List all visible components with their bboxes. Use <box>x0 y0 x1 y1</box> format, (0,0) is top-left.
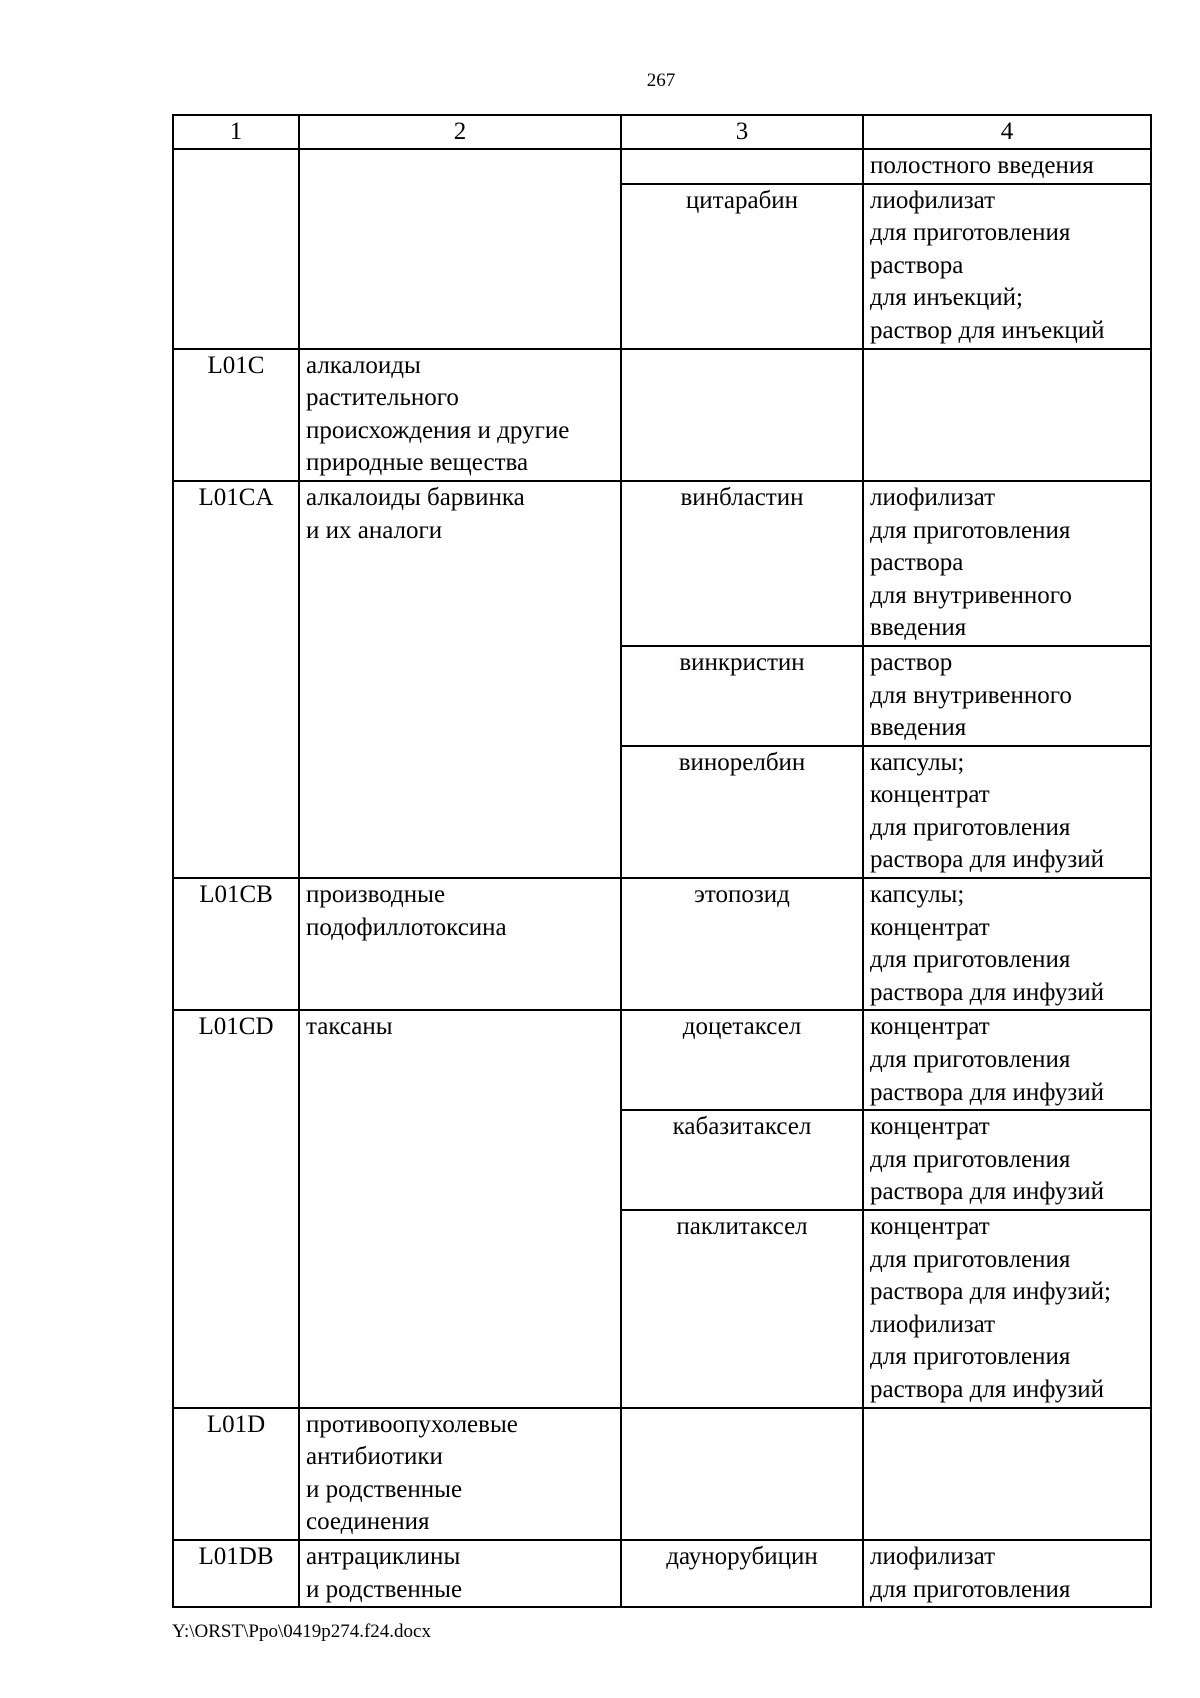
group-line: природные вещества <box>306 449 529 477</box>
form-line: раствора <box>870 251 964 279</box>
form-line: для приготовления <box>870 219 1071 247</box>
group-line: алкалоиды барвинка <box>306 483 525 511</box>
atc-code-cell: L01CA <box>173 481 299 878</box>
group-line: таксаны <box>306 1013 393 1041</box>
group-line: антибиотики <box>306 1443 443 1471</box>
group-cell <box>299 878 621 1010</box>
group-line: антрациклины <box>306 1542 461 1570</box>
form-line: полостного введения <box>870 152 1094 179</box>
form-line: раствора для инфузий; <box>870 1278 1111 1306</box>
form-line: концентрат <box>870 1113 990 1141</box>
group-cell <box>299 1010 621 1407</box>
form-line: для приготовления <box>870 813 1071 841</box>
group-line: происхождения и другие <box>306 416 570 444</box>
group-cell <box>299 481 621 878</box>
group-line: производные <box>306 881 446 909</box>
dosage-form-cell <box>863 1110 1151 1210</box>
header-col-2: 2 <box>299 115 621 149</box>
form-line: раствора для инфузий <box>870 978 1105 1006</box>
form-line: для приготовления <box>870 1046 1071 1074</box>
table-row <box>173 149 1151 184</box>
dosage-form-cell <box>863 1408 1151 1540</box>
drug-name-cell: кабазитаксел <box>621 1110 863 1210</box>
group-line: растительного <box>306 384 459 412</box>
atc-code-cell <box>173 149 299 349</box>
drug-table <box>172 114 1152 1608</box>
group-line: и их аналоги <box>306 516 443 544</box>
form-line: для приготовления <box>870 516 1071 544</box>
drug-name-cell <box>621 1408 863 1540</box>
form-line: капсулы; <box>870 748 965 776</box>
form-line: для приготовления <box>870 1245 1071 1273</box>
page-number: 267 <box>646 70 676 91</box>
atc-code-cell: L01D <box>173 1408 299 1540</box>
form-line: лиофилизат <box>870 1310 996 1338</box>
dosage-form-cell <box>863 878 1151 1010</box>
dosage-form-cell <box>863 646 1151 746</box>
form-line: введения <box>870 614 967 642</box>
form-line: для внутривенного <box>870 581 1072 609</box>
form-line: для приготовления <box>870 1145 1071 1173</box>
drug-name-cell: даунорубицин <box>621 1540 863 1607</box>
form-line: раствора <box>870 549 964 577</box>
form-line: раствор <box>870 648 953 676</box>
table-row <box>173 481 1151 646</box>
form-line: для приготовления <box>870 1343 1071 1371</box>
drug-name-cell <box>621 349 863 481</box>
form-line: для внутривенного <box>870 681 1072 709</box>
form-line: введения <box>870 714 967 742</box>
drug-name-cell: винбластин <box>621 481 863 646</box>
dosage-form-cell <box>863 1210 1151 1408</box>
atc-code-cell: L01CB <box>173 878 299 1010</box>
drug-name-cell <box>621 149 863 184</box>
form-line: раствора для инфузий <box>870 846 1105 874</box>
form-line: концентрат <box>870 913 990 941</box>
form-line: раствора для инфузий <box>870 1375 1105 1403</box>
table-header-row <box>173 115 1151 149</box>
drug-name-cell: паклитаксел <box>621 1210 863 1408</box>
drug-name-cell: этопозид <box>621 878 863 1010</box>
drug-name-cell: доцетаксел <box>621 1010 863 1110</box>
form-line: лиофилизат <box>870 186 996 214</box>
table-row <box>173 349 1151 481</box>
form-line: раствора для инфузий <box>870 1078 1105 1106</box>
form-line: капсулы; <box>870 881 965 909</box>
form-line: концентрат <box>870 1213 990 1240</box>
form-line: для приготовления <box>870 1575 1071 1603</box>
dosage-form-cell <box>863 149 1151 184</box>
form-line: концентрат <box>870 1013 990 1041</box>
form-line: для инъекций; <box>870 284 1023 312</box>
table-row <box>173 1408 1151 1540</box>
group-line: алкалоиды <box>306 351 421 379</box>
dosage-form-cell <box>863 1010 1151 1110</box>
dosage-form-cell <box>863 1540 1151 1607</box>
header-col-1: 1 <box>173 115 299 149</box>
form-line: раствор для инъекций <box>870 316 1105 344</box>
group-cell <box>299 149 621 349</box>
group-line: и родственные <box>306 1575 463 1603</box>
form-line: раствора для инфузий <box>870 1178 1105 1206</box>
group-line: подофиллотоксина <box>306 913 507 941</box>
group-line: соединения <box>306 1508 430 1536</box>
dosage-form-cell <box>863 746 1151 878</box>
form-line: лиофилизат <box>870 1542 996 1570</box>
drug-name-cell: цитарабин <box>621 184 863 349</box>
atc-code-cell: L01C <box>173 349 299 481</box>
form-line: лиофилизат <box>870 483 996 511</box>
atc-code-cell: L01DB <box>173 1540 299 1607</box>
group-line: противоопухолевые <box>306 1410 518 1438</box>
atc-code-cell: L01CD <box>173 1010 299 1407</box>
form-line: концентрат <box>870 781 990 809</box>
drug-name-cell: винкристин <box>621 646 863 746</box>
dosage-form-cell <box>863 349 1151 481</box>
header-col-3: 3 <box>621 115 863 149</box>
group-cell <box>299 349 621 481</box>
table-row <box>173 878 1151 1010</box>
form-line: для приготовления <box>870 946 1071 974</box>
group-cell <box>299 1540 621 1607</box>
group-cell <box>299 1408 621 1540</box>
dosage-form-cell <box>863 481 1151 646</box>
table-row <box>173 1540 1151 1607</box>
table-row <box>173 1010 1151 1110</box>
dosage-form-cell <box>863 184 1151 349</box>
footer-file-path: Y:\ORST\Ppo\0419p274.f24.docx <box>172 1621 431 1642</box>
header-col-4: 4 <box>863 115 1151 149</box>
group-line: и родственные <box>306 1475 463 1503</box>
drug-name-cell: винорелбин <box>621 746 863 878</box>
